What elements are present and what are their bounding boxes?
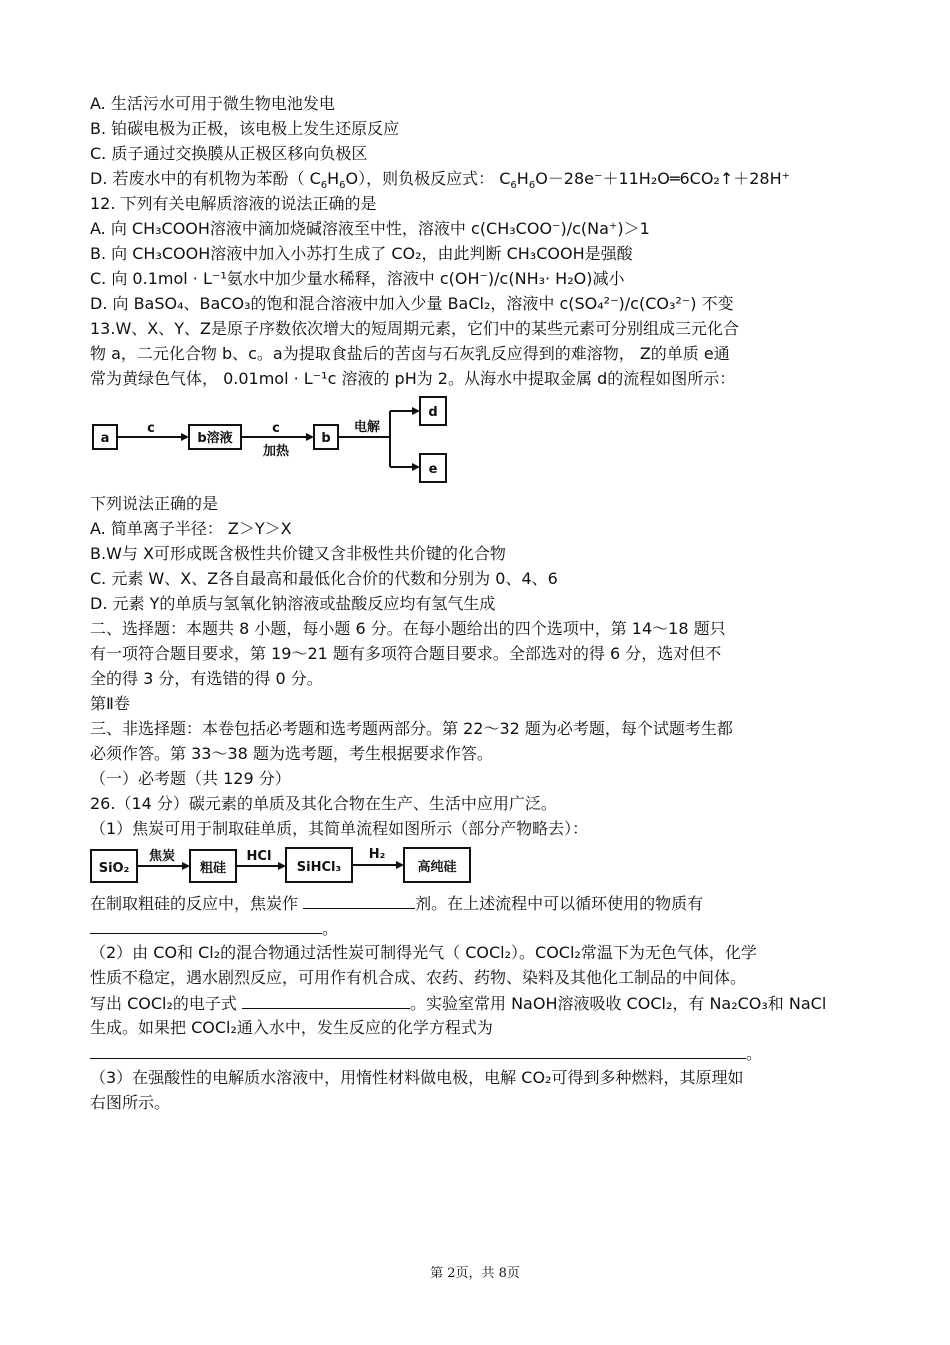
- q26-part1-question: [90, 892, 703, 915]
- section3-line2: 必须作答。第 33～38 题为选考题，考生根据要求作答。: [90, 744, 493, 763]
- q11-d-prefix: D. 若废水中的有机物为苯酚（ C: [90, 169, 321, 188]
- q26-p1-text-a: 在制取粗硅的反应中，焦炭作: [90, 894, 299, 913]
- flow-label-hcl: HCl: [246, 849, 272, 864]
- q11-d-equation: O－28e⁻＋11H₂O═6CO₂↑＋28H⁺: [535, 169, 791, 188]
- flow-label-b: b: [321, 431, 331, 446]
- flow-label-heat: 加热: [262, 444, 290, 459]
- answer-blank-coke-role[interactable]: [303, 892, 415, 909]
- flow-label-crude-si: 粗硅: [199, 861, 227, 876]
- period: 。: [746, 1044, 763, 1063]
- q11-option-a: A. 生活污水可用于微生物电池发电: [90, 94, 335, 113]
- q13-option-c: C. 元素 W、X、Z各自最高和最低化合价的代数和分别为 0、4、6: [90, 569, 558, 588]
- flow-label-b-solution: b溶液: [197, 431, 233, 446]
- q26-part1: （1）焦炭可用于制取硅单质，其简单流程如图所示（部分产物略去）：: [90, 819, 589, 838]
- q26-part2-line1: （2）由 CO和 Cl₂的混合物通过活性炭可制得光气（ COCl₂）。COCl₂常温下为无色气体，化学: [90, 943, 757, 962]
- q11-d-mid: ，则负极反应式： C: [366, 169, 511, 188]
- q26-part2-line3: [90, 992, 826, 1015]
- flow-label-d: d: [428, 405, 438, 420]
- flow-label-sio2: SiO₂: [98, 861, 130, 876]
- section2-line2: 有一项符合题目要求，第 19～21 题有多项符合题目要求。全部选对的得 6 分，选对但不: [90, 644, 722, 663]
- q26-part3-line1: （3）在强酸性的电解质水溶液中，用惰性材料做电极，电解 CO₂可得到多种燃料，其原理如: [90, 1068, 744, 1087]
- q13-option-d: D. 元素 Y的单质与氢氧化钠溶液或盐酸反应均有氢气生成: [90, 594, 496, 613]
- q12-option-a: A. 向 CH₃COOH溶液中滴加烧碱溶液至中性，溶液中 c(CH₃COO⁻)/c(Na⁺)＞1: [90, 219, 650, 238]
- q26-part2-answer-line: [90, 1042, 762, 1065]
- q26-p2-line3-a: 写出 COCl₂的电子式: [90, 994, 237, 1013]
- q12-option-b: B. 向 CH₃COOH溶液中加入小苏打生成了 CO₂，由此判断 CH₃COOH是强酸: [90, 244, 633, 263]
- section2-line3: 全的得 3 分，有选错的得 0 分。: [90, 669, 323, 688]
- flow-label-pure-si: 高纯硅: [417, 860, 457, 875]
- flow-label-c1: c: [147, 421, 155, 436]
- q13-option-a: A. 简单离子半径： Z＞Y＞X: [90, 519, 292, 538]
- q26-stem: 26.（14 分）碳元素的单质及其化合物在生产、生活中应用广泛。: [90, 794, 557, 813]
- q13-stem-line1: 13.W、X、Y、Z是原子序数依次增大的短周期元素，它们中的某些元素可分别组成三元化合: [90, 319, 739, 338]
- page-footer: 第 2页，共 8页: [430, 1266, 520, 1281]
- q12-stem: 12. 下列有关电解质溶液的说法正确的是: [90, 194, 377, 213]
- q26-p2-line3-b: 。实验室常用 NaOH溶液吸收 COCl₂，有 Na₂CO₃和 NaCl: [409, 994, 827, 1013]
- q26-part1-answer-line: [90, 917, 338, 940]
- flow-label-a: a: [100, 431, 110, 446]
- q13-question: 下列说法正确的是: [90, 494, 219, 513]
- q12-option-c: C. 向 0.1mol · L⁻¹氨水中加少量水稀释，溶液中 c(OH⁻)/c(NH₃· H₂O)减小: [90, 269, 625, 288]
- flow-label-electrolysis: 电解: [353, 420, 381, 435]
- q13-stem-line3: 常为黄绿色气体， 0.01mol · L⁻¹c 溶液的 pH为 2。从海水中提取金属 d的流程如图所示：: [90, 369, 736, 388]
- answer-blank-equation[interactable]: [90, 1042, 746, 1059]
- q12-option-d: D. 向 BaSO₄、BaCO₃的饱和混合溶液中加入少量 BaCl₂，溶液中 c(SO₄²⁻)/c(CO₃²⁻) 不变: [90, 294, 734, 313]
- section2-line1: 二、选择题：本题共 8 小题，每小题 6 分。在每小题给出的四个选项中，第 14～18 题只: [90, 619, 726, 638]
- answer-blank-recycle[interactable]: [90, 917, 322, 934]
- q11-option-b: B. 铂碳电极为正极，该电极上发生还原反应: [90, 119, 400, 138]
- q26-part2-line2: 性质不稳定，遇水剧烈反应，可用作有机合成、农药、药物、染料及其他化工制品的中间体。: [90, 968, 747, 987]
- q11-option-c: C. 质子通过交换膜从正极区移向负极区: [90, 144, 368, 163]
- q11-option-d: D. 若废水中的有机物为苯酚（ $C_6H_6O$），则负极反应式： $C_6H_6O-28e^-+11H_2O═6CO_2↑+28H^+$: [90, 169, 791, 192]
- flow-label-e: e: [428, 462, 438, 477]
- q13-stem-line2: 物 a，二元化合物 b、c。a为提取食盐后的苦卤与石灰乳反应得到的难溶物， Z的单质 e通: [90, 344, 730, 363]
- period: 。: [322, 919, 339, 938]
- section3-required: （一）必考题（共 129 分）: [90, 769, 291, 788]
- flow-label-h2: H₂: [368, 847, 386, 862]
- section3-line1: 三、非选择题：本卷包括必考题和选考题两部分。第 22～32 题为必考题，每个试题考生都: [90, 719, 733, 738]
- q13-flow-diagram: [88, 394, 468, 488]
- q26-p1-text-b: 剂。在上述流程中可以循环使用的物质有: [415, 894, 704, 913]
- q26-part2-line4: 生成。如果把 COCl₂通入水中，发生反应的化学方程式为: [90, 1018, 493, 1037]
- volume2-heading: 第Ⅱ卷: [90, 694, 130, 713]
- q13-option-b: B.W与 X可形成既含极性共价键又含非极性共价键的化合物: [90, 544, 506, 563]
- answer-blank-electron-formula[interactable]: [242, 992, 410, 1009]
- q26-part3-line2: 右图所示。: [90, 1093, 171, 1112]
- flow-label-c2: c: [272, 421, 280, 436]
- q26-flow-diagram: [88, 842, 474, 888]
- flow-label-coke: 焦炭: [148, 849, 176, 864]
- flow-label-sihcl3: SiHCl₃: [296, 860, 342, 875]
